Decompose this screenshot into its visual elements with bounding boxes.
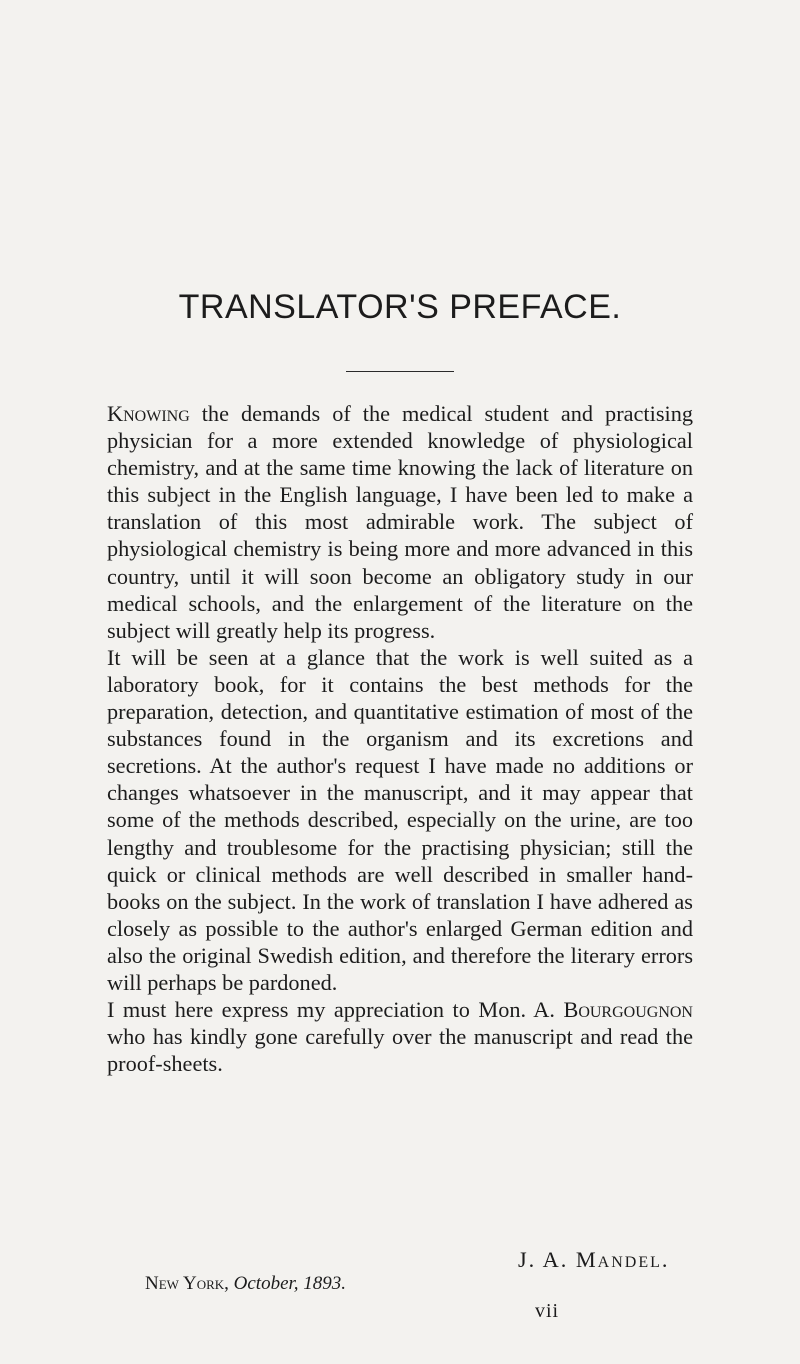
paragraph-text: who has kindly gone carefully over the manuscript and read the proof-sheets. xyxy=(107,1024,693,1077)
page-title: TRANSLATOR'S PREFACE. xyxy=(178,288,622,326)
translator-signature xyxy=(518,1247,669,1273)
paragraph-1 xyxy=(107,400,693,644)
place-and-date xyxy=(145,1273,346,1295)
signature-surname: Mandel. xyxy=(575,1247,670,1272)
place: New York, xyxy=(145,1273,229,1294)
title-divider xyxy=(346,371,454,372)
acknowledged-name: Bourgougnon xyxy=(563,997,693,1023)
paragraph-text: the demands of the medical student and practising physician for a more extended knowledge of physiological chemistry, and at the same time knowing the lack of literature on this subject in the English language, I have been led to make a translation of this most admirable work. The subject of physiological chemistry is being more and more advanced in this country, until it will soon become an obligatory study in our medical schools, and the enlargement of the literature on the subject will greatly help its progress. xyxy=(107,401,693,643)
date: October, 1893. xyxy=(233,1273,347,1294)
preface-body xyxy=(107,400,693,1077)
paragraph-text: It will be seen at a glance that the work is well suited as a laboratory book, for it contains the best methods for the preparation, detection, and quantitative estimation of most of the substances found in the organism and its excretions and secretions. At the author's request I have made no additions or changes whatsoever in the manuscript, and it may appear that some of the methods described, especially on the urine, are too lengthy and troublesome for the practising physician; still the quick or clinical methods are well described in smaller hand-books on the subject. In the work of translation I have adhered as closely as possible to the author's enlarged German edition and also the original Swedish edition, and therefore the literary errors will perhaps be pardoned. xyxy=(107,644,693,995)
page-number: vii xyxy=(535,1300,560,1322)
paragraph-2 xyxy=(107,644,693,996)
paragraph-lead-word: Knowing xyxy=(107,401,190,426)
paragraph-3 xyxy=(107,996,693,1077)
paragraph-text: I must here express my appreciation to Mon. A. xyxy=(107,997,564,1023)
signature-initials: J. A. xyxy=(518,1247,576,1272)
